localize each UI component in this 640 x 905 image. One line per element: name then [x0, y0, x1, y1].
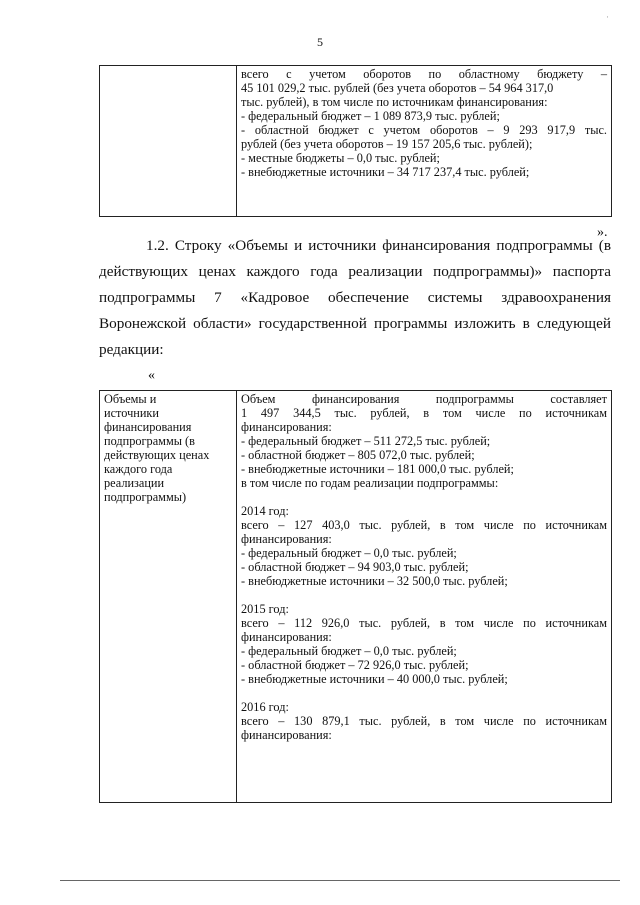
- paragraph-line: действующих ценах каждого года реализации подпрограммы)» паспорта: [99, 263, 611, 280]
- blank-line: [241, 490, 607, 504]
- blank-line: [241, 686, 607, 700]
- blank-line: [241, 588, 607, 602]
- text-line: 1 497 344,5 тыс. рублей, в том числе по источникам: [241, 406, 607, 420]
- text-line: тыс. рублей), в том числе по источникам финансирования:: [241, 95, 548, 109]
- page-number: 5: [317, 35, 323, 49]
- table-cell-left: [100, 391, 237, 803]
- row-header-line: реализации: [104, 476, 165, 490]
- text-line: - федеральный бюджет – 0,0 тыс. рублей;: [241, 546, 457, 560]
- corner-mark: ·: [606, 12, 609, 22]
- text-line: всего – 130 879,1 тыс. рублей, в том числе по источникам: [241, 714, 607, 728]
- table-row: [100, 66, 612, 217]
- text-line: финансирования:: [241, 630, 332, 644]
- closing-quote: ».: [597, 225, 608, 240]
- paragraph-line: подпрограммы 7 «Кадровое обеспечение системы здравоохранения: [99, 289, 611, 306]
- text-line: Объем финансирования подпрограммы составляет: [241, 392, 607, 406]
- text-line: в том числе по годам реализации подпрограммы:: [241, 476, 499, 490]
- row-header-line: финансирования: [104, 420, 192, 434]
- table-cell-right: [237, 66, 612, 217]
- text-line: - местные бюджеты – 0,0 тыс. рублей;: [241, 151, 440, 165]
- text-line: - внебюджетные источники – 40 000,0 тыс. рублей;: [241, 672, 508, 686]
- text-line: - федеральный бюджет – 0,0 тыс. рублей;: [241, 644, 457, 658]
- text-line: рублей (без учета оборотов – 19 157 205,6 тыс. рублей);: [241, 137, 533, 151]
- text-line: всего с учетом оборотов по областному бюджету –: [241, 67, 607, 81]
- row-header-line: подпрограммы (в: [104, 434, 195, 448]
- text-line: - областной бюджет с учетом оборотов – 9 293 917,9 тыс.: [241, 123, 607, 137]
- text-line: 45 101 029,2 тыс. рублей (без учета оборотов – 54 964 317,0: [241, 81, 554, 95]
- text-line: финансирования:: [241, 728, 332, 742]
- row-header-line: подпрограммы): [104, 490, 187, 504]
- text-line: - внебюджетные источники – 32 500,0 тыс. рублей;: [241, 574, 508, 588]
- row-header-line: источники: [104, 406, 159, 420]
- table-cell-right: [237, 391, 612, 803]
- text-line: - областной бюджет – 94 903,0 тыс. рублей;: [241, 560, 469, 574]
- text-line: - областной бюджет – 72 926,0 тыс. рублей;: [241, 658, 469, 672]
- paragraph-line: Воронежской области» государственной программы изложить в следующей: [99, 315, 611, 332]
- year-heading-2015: 2015 год:: [241, 602, 289, 616]
- text-line: финансирования:: [241, 532, 332, 546]
- body-paragraph: [99, 233, 611, 363]
- text-line: - федеральный бюджет – 511 272,5 тыс. рублей;: [241, 434, 491, 448]
- row-header-line: действующих ценах: [104, 448, 210, 462]
- text-line: - внебюджетные источники – 181 000,0 тыс. рублей;: [241, 462, 514, 476]
- table-fragment-top: [99, 65, 612, 217]
- text-line: - внебюджетные источники – 34 717 237,4 тыс. рублей;: [241, 165, 530, 179]
- text-line: финансирования:: [241, 420, 332, 434]
- table-cell-left: [100, 66, 237, 217]
- year-heading-2014: 2014 год:: [241, 504, 289, 518]
- paragraph-line: 1.2. Строку «Объемы и источники финансирования подпрограммы (в: [146, 237, 611, 254]
- table-row: [100, 391, 612, 803]
- text-line: - областной бюджет – 805 072,0 тыс. рублей;: [241, 448, 475, 462]
- opening-quote: «: [148, 368, 155, 383]
- year-heading-2016: 2016 год:: [241, 700, 289, 714]
- text-line: всего – 112 926,0 тыс. рублей, в том числе по источникам: [241, 616, 607, 630]
- row-header-line: каждого года: [104, 462, 173, 476]
- passport-table: [99, 390, 612, 803]
- paragraph-line: редакции:: [99, 341, 164, 358]
- footer-rule: [60, 880, 620, 881]
- text-line: - федеральный бюджет – 1 089 873,9 тыс. рублей;: [241, 109, 500, 123]
- text-line: всего – 127 403,0 тыс. рублей, в том числе по источникам: [241, 518, 607, 532]
- row-header-line: Объемы и: [104, 392, 157, 406]
